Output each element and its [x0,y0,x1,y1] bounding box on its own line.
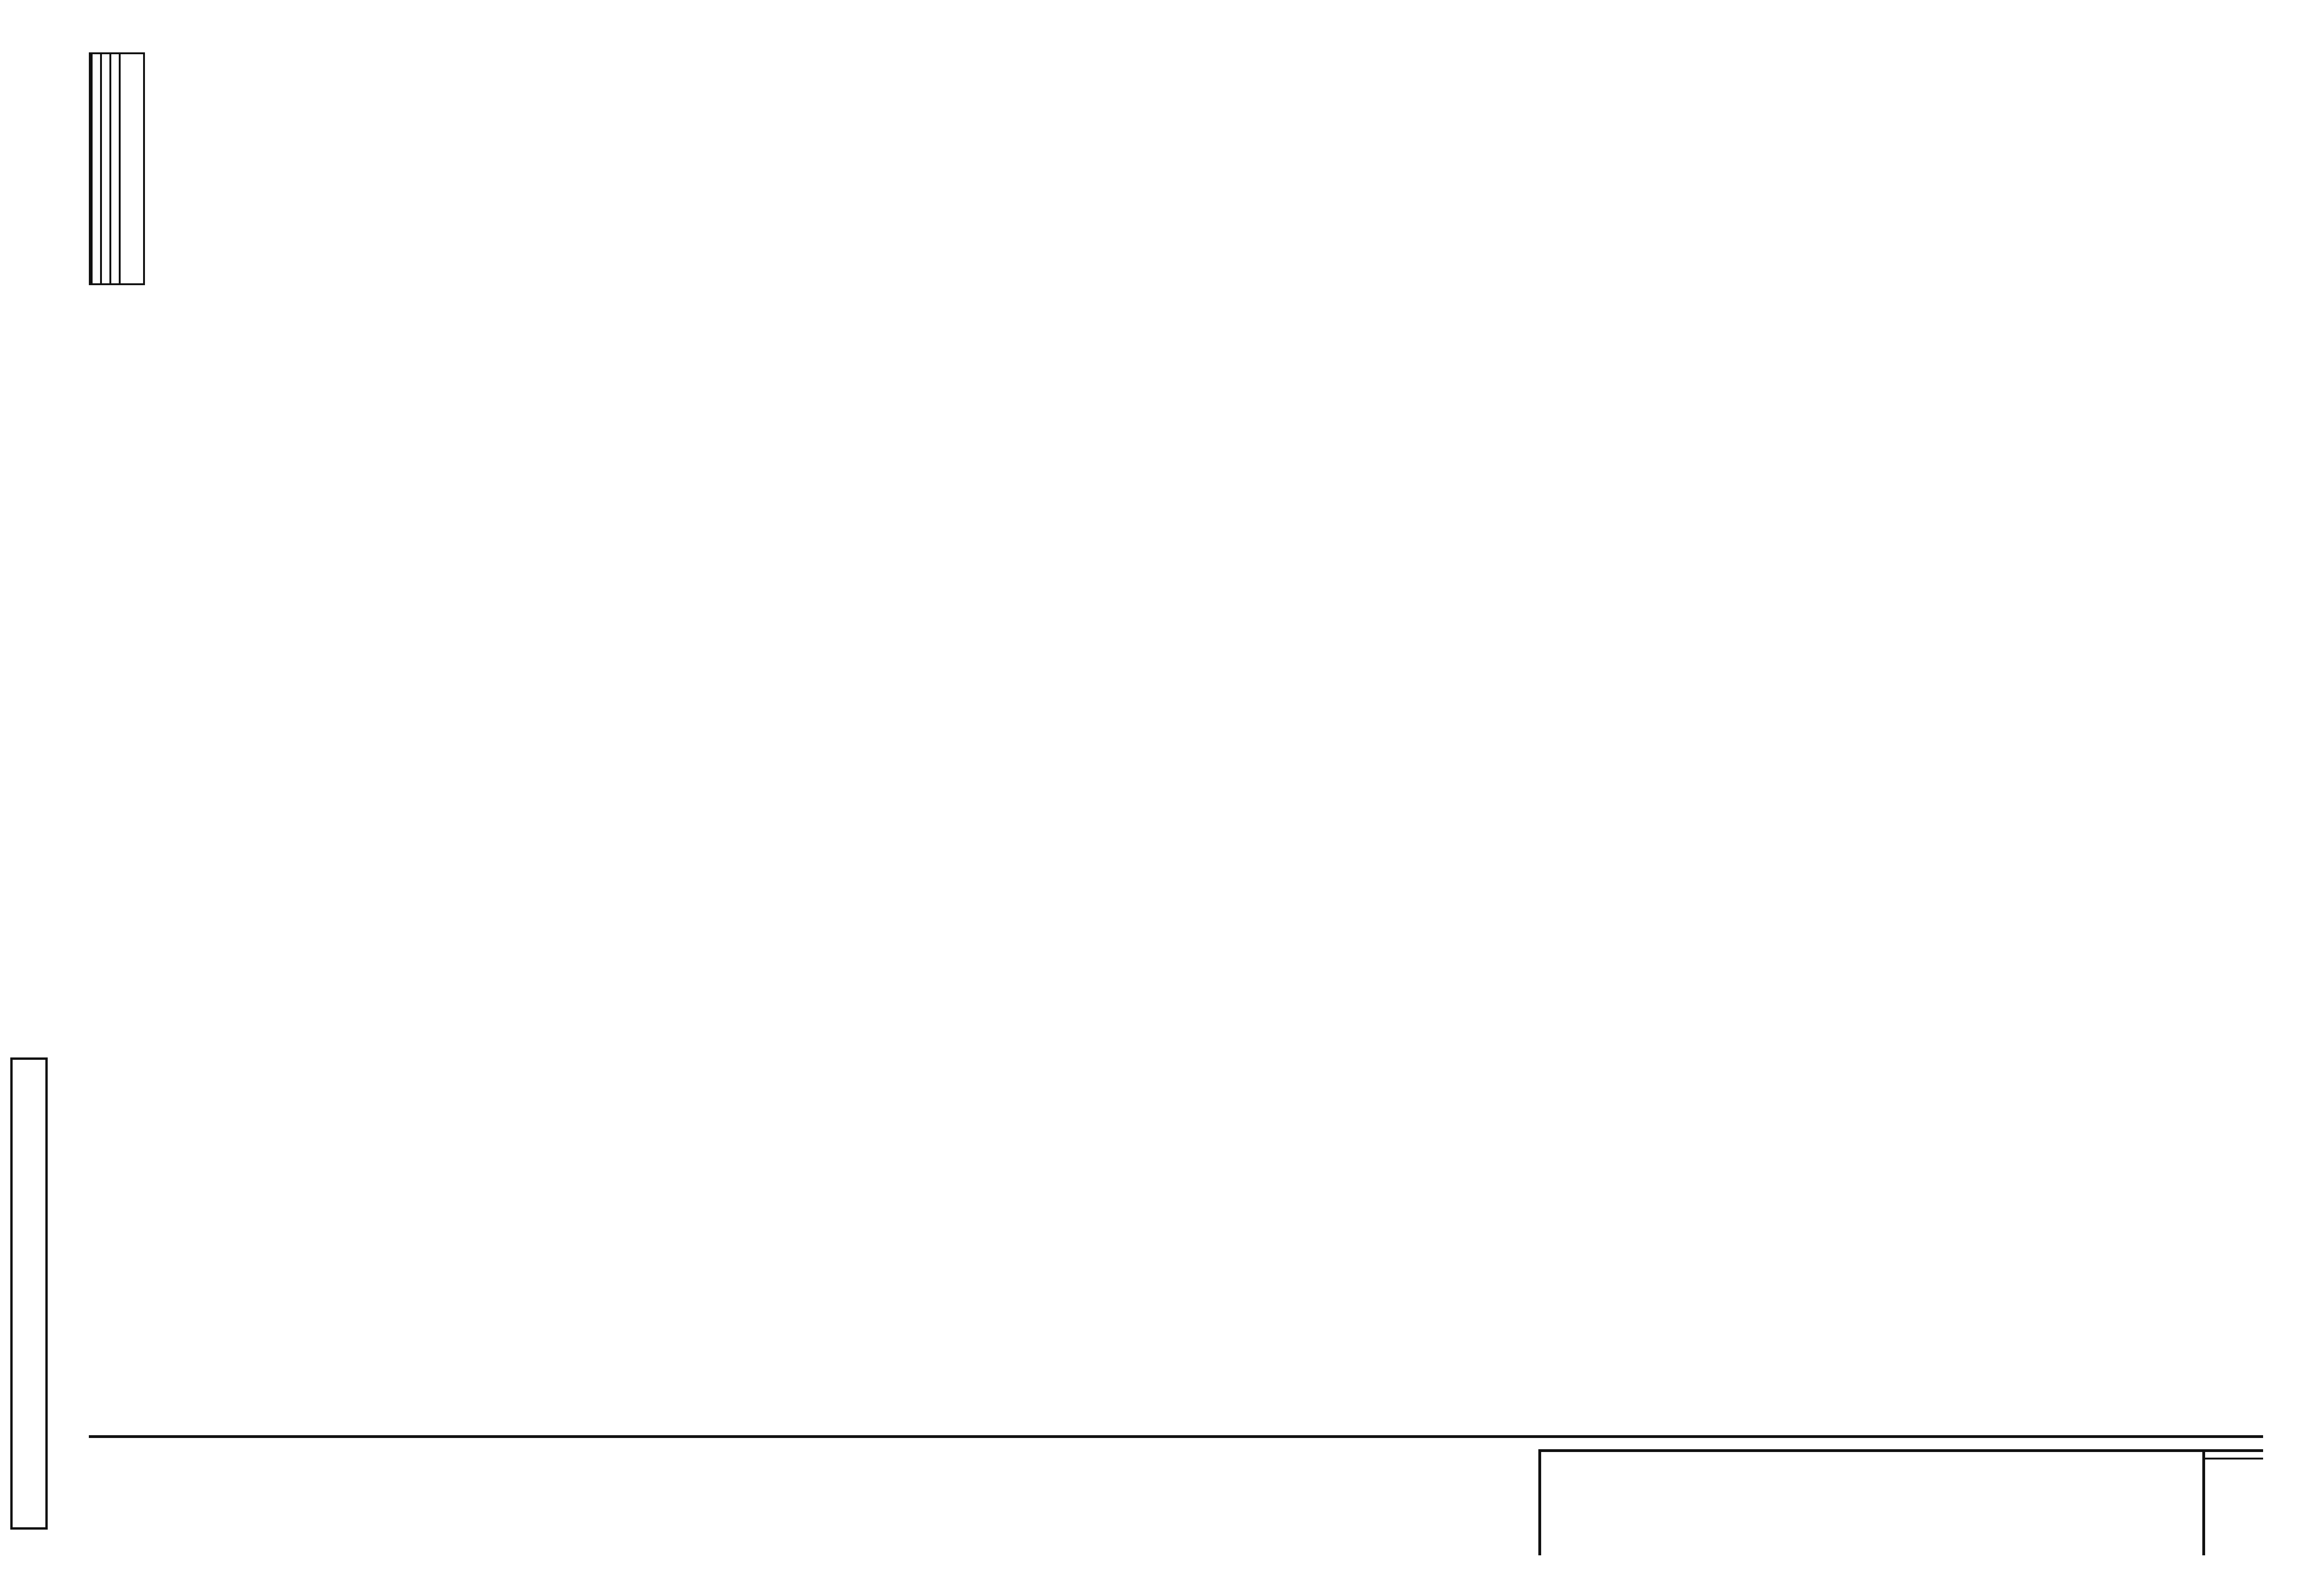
sheet-page [2205,1459,2263,1469]
header-code [110,53,120,284]
sheet-box [2202,1449,2263,1555]
header-group [120,53,144,284]
copy-verified-stamp [104,9,235,40]
side-strip [10,1057,48,1530]
header-name [92,53,101,284]
header-row-no [90,53,92,284]
doc-code [1538,1449,2202,1555]
sheet-label [2205,1452,2263,1459]
materials-table [89,52,145,285]
header-coef [101,53,110,284]
